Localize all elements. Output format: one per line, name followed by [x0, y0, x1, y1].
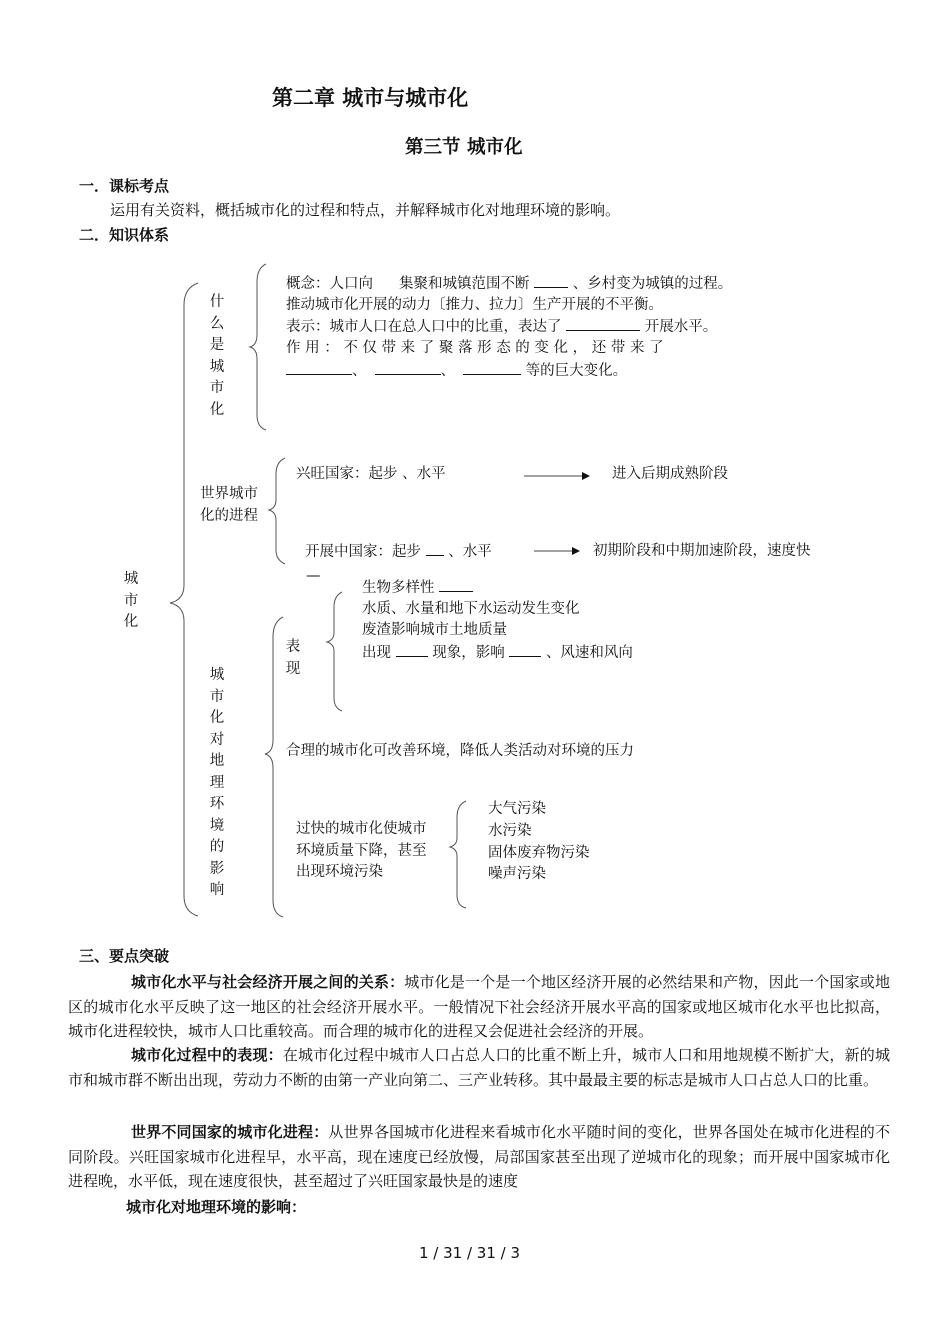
pollution-item: 水污染	[488, 823, 532, 839]
section1-heading: 一．课标考点	[79, 177, 170, 195]
concept-text-b: 集聚和城镇范围不断	[399, 276, 530, 292]
paragraph-3-text: 从世界各国城市化进程来看城市化水平随时间的变化，世界各国处在城市化进程的不同阶段。兴旺国家城市化进程早，水平高，现在速度已经放慢，局部国家甚至出现了逆城市化的现象；而开展中国家城市化进程晚，水平低，现在速度很快，甚至超过了兴旺国家最快是的速度	[68, 1123, 890, 1190]
climate-text-a: 出现	[362, 645, 391, 661]
indicator-text-b: 开展水平。	[644, 319, 718, 335]
role-sep-1: 、	[352, 363, 367, 379]
pollution-item: 大气污染	[488, 801, 546, 817]
fast-urbanization: 过快的城市化使城市环境质量下降，甚至出现环境污染	[296, 821, 427, 880]
developing-countries-line	[305, 541, 492, 563]
developing-text-a: 开展中国家：起步	[305, 544, 421, 560]
indicator-text-a: 表示：城市人口在总人口中的比重，表达了	[286, 319, 562, 335]
developed-result: 进入后期成熟阶段	[612, 466, 728, 482]
paragraph-2-text: 在城市化过程中城市人口占总人口的比重不断上升，城市人口和用地规模不断扩大，新的城市和城市群不断出出现，劳动力不断的由第一产业向第二、三产业转移。其中最最主要的标志是城市人口占总人口的比重。	[68, 1046, 890, 1089]
paragraph-3-heading: 世界不同国家的城市化进程：	[131, 1123, 329, 1141]
what-is-label: 什么是城市化	[209, 294, 225, 418]
concept-blank[interactable]	[534, 273, 568, 288]
paragraph-1-text: 城市化是一个是一个地区经济开展的必然结果和产物，因此一个国家或地区的城市化水平反映了这一地区的社会经济开展水平。一般情况下社会经济开展水平高的国家或地区城市化水平也比拟高，城市化进程较快，城市人口比重较高。而合理的城市化的进程又会促进社会经济的开展。	[68, 973, 890, 1040]
pollution-item: 噪声污染	[488, 866, 546, 882]
climate-blank-2[interactable]	[509, 642, 541, 657]
paragraph-3	[68, 1120, 890, 1194]
role-blank-1[interactable]	[286, 360, 352, 375]
water-change-line: 水质、水量和地下水运动发生变化	[362, 601, 580, 617]
climate-blank-1[interactable]	[396, 642, 428, 657]
tree-root-label: 城市化	[123, 571, 139, 630]
concept-text-a: 概念：人口向	[286, 276, 373, 292]
section1-text: 运用有关资料，概括城市化的过程和特点，并解释城市化对地理环境的影响。	[110, 201, 621, 219]
indicator-line	[286, 316, 717, 338]
waste-line: 废渣影响城市土地质量	[362, 622, 507, 638]
section-title: 第三节 城市化	[405, 137, 523, 158]
arrow-developed	[582, 472, 590, 480]
performance-label: 表现	[285, 639, 301, 677]
biodiversity-blank[interactable]	[439, 577, 473, 592]
pollution-item: 固体废弃物污染	[488, 845, 590, 861]
indicator-blank[interactable]	[566, 316, 640, 331]
climate-text-c: 、风速和风向	[545, 645, 633, 661]
biodiversity-line	[362, 577, 473, 599]
role-sep-2: 、	[440, 363, 455, 379]
driver-line: 推动城市化开展的动力〔推力、拉力〕生产开展的不平衡。	[286, 297, 663, 313]
role-blank-2[interactable]	[375, 360, 441, 375]
chapter-title: 第二章 城市与城市化	[272, 86, 469, 110]
role-blank-3[interactable]	[463, 360, 521, 375]
impact-label: 城市化对地理环境的影响	[209, 667, 225, 898]
paragraph-1	[68, 970, 890, 1044]
developing-text-b: 、水平	[448, 544, 492, 560]
developing-blank[interactable]	[426, 541, 444, 556]
reasonable-urbanization: 合理的城市化可改善环境，降低人类活动对环境的压力	[286, 743, 634, 759]
paragraph-1-heading: 城市化水平与社会经济开展之间的关系：	[131, 973, 405, 991]
role-line1: 作 用 ： 不 仅 带 来 了 聚 落 形 态 的 变 化 ， 还 带 来 了	[286, 340, 664, 356]
world-progress-label: 世界城市化的进程	[200, 486, 258, 524]
climate-text-b: 现象，影响	[432, 645, 505, 661]
paragraph-2-heading: 城市化过程中的表现：	[131, 1046, 283, 1064]
section3-heading: 三、要点突破	[79, 947, 170, 965]
paragraph-2	[68, 1043, 890, 1092]
paragraph-4-heading: 城市化对地理环境的影响：	[126, 1198, 307, 1216]
developed-countries-line: 兴旺国家：起步 、水平	[296, 466, 446, 482]
concept-text-c: 、乡村变为城镇的过程。	[572, 276, 733, 292]
developing-dash: —	[306, 568, 321, 584]
role-end-text: 等的巨大变化。	[525, 363, 628, 379]
section2-heading: 二．知识体系	[79, 226, 170, 244]
page-number: 1 / 31 / 31 / 3	[419, 1244, 521, 1262]
arrow-developing	[572, 547, 580, 555]
developing-result: 初期阶段和中期加速阶段，速度快	[593, 543, 811, 559]
role-line2	[286, 360, 627, 382]
biodiversity-text: 生物多样性	[362, 580, 435, 596]
climate-line	[362, 642, 633, 664]
concept-line	[286, 273, 732, 295]
paragraph-4	[68, 1195, 890, 1220]
